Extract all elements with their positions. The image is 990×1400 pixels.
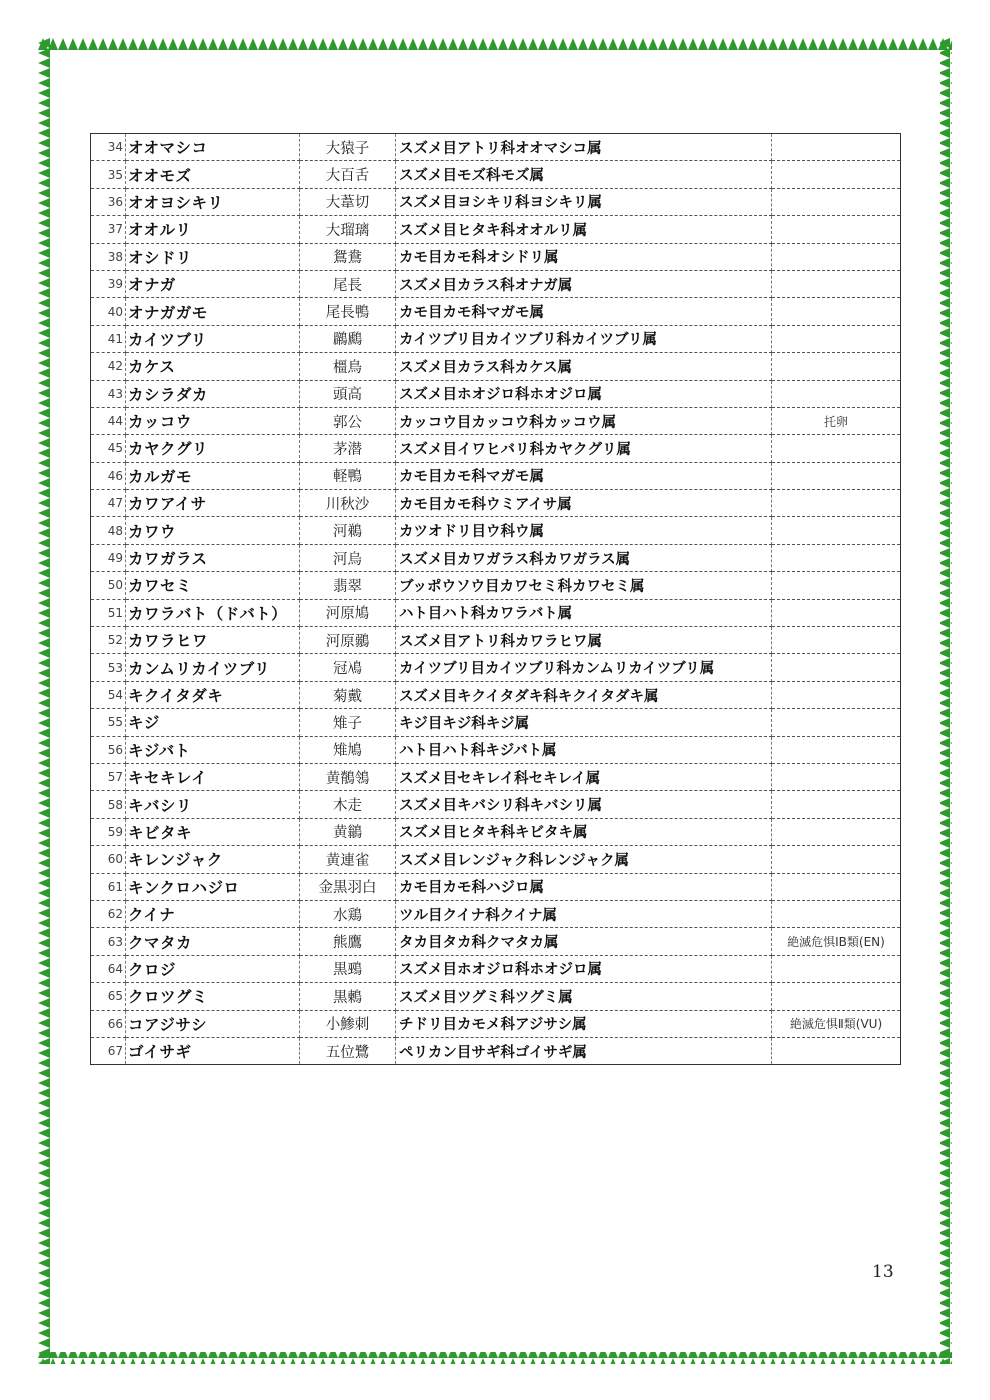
bird-list-table [90,133,901,1065]
bird-name: キジバト [126,736,300,763]
row-number: 40 [91,298,126,325]
table-row [91,763,901,790]
kanji-name: 木走 [300,791,396,818]
classification: スズメ目キクイタダキ科キクイタダキ属 [396,681,772,708]
row-number: 58 [91,791,126,818]
row-number: 34 [91,134,126,161]
table-row [91,572,901,599]
bird-name: オオマシコ [126,134,300,161]
note [772,353,901,380]
bird-name: ゴイサギ [126,1037,300,1064]
row-number: 67 [91,1037,126,1064]
classification: ブッポウソウ目カワセミ科カワセミ属 [396,572,772,599]
bird-name: クイナ [126,900,300,927]
table-row [91,1010,901,1037]
note [772,736,901,763]
classification: カモ目カモ科オシドリ属 [396,243,772,270]
note [772,517,901,544]
classification: スズメ目モズ科モズ属 [396,161,772,188]
bird-name: カワラバト（ドバト） [126,599,300,626]
classification: ハト目ハト科キジバト属 [396,736,772,763]
kanji-name: 川秋沙 [300,490,396,517]
classification: カッコウ目カッコウ科カッコウ属 [396,407,772,434]
row-number: 42 [91,353,126,380]
row-number: 50 [91,572,126,599]
kanji-name: 大百舌 [300,161,396,188]
kanji-name: 黄連雀 [300,846,396,873]
bird-name: カイツブリ [126,325,300,352]
table-row [91,462,901,489]
row-number: 35 [91,161,126,188]
row-number: 36 [91,188,126,215]
kanji-name: 水鶏 [300,900,396,927]
bird-name: クロツグミ [126,983,300,1010]
classification: スズメ目ツグミ科ツグミ属 [396,983,772,1010]
row-number: 56 [91,736,126,763]
row-number: 51 [91,599,126,626]
note [772,681,901,708]
bird-name: カケス [126,353,300,380]
kanji-name: 河烏 [300,544,396,571]
row-number: 41 [91,325,126,352]
classification: カイツブリ目カイツブリ科カイツブリ属 [396,325,772,352]
kanji-name: 軽鴨 [300,462,396,489]
bird-name: キクイタダキ [126,681,300,708]
table-row [91,270,901,297]
kanji-name: 鸊鷉 [300,325,396,352]
kanji-name: 翡翠 [300,572,396,599]
note [772,298,901,325]
row-number: 61 [91,873,126,900]
classification: カモ目カモ科ウミアイサ属 [396,490,772,517]
note [772,134,901,161]
classification: スズメ目カラス科カケス属 [396,353,772,380]
bird-name: カワアイサ [126,490,300,517]
classification: ツル目クイナ科クイナ属 [396,900,772,927]
table-row [91,736,901,763]
note: 絶滅危惧Ⅱ類(VU) [772,1010,901,1037]
bird-name: キバシリ [126,791,300,818]
table-row [91,188,901,215]
note [772,325,901,352]
table-row [91,928,901,955]
bird-name: オナガガモ [126,298,300,325]
bird-name: オオモズ [126,161,300,188]
classification: スズメ目ホオジロ科ホオジロ属 [396,955,772,982]
table-row [91,983,901,1010]
bird-name: キレンジャク [126,846,300,873]
kanji-name: 頭高 [300,380,396,407]
note: 托卵 [772,407,901,434]
row-number: 43 [91,380,126,407]
classification: スズメ目カラス科オナガ属 [396,270,772,297]
table-row [91,161,901,188]
table-row [91,709,901,736]
kanji-name: 金黒羽白 [300,873,396,900]
classification: スズメ目ヒタキ科キビタキ属 [396,818,772,845]
bird-name: オナガ [126,270,300,297]
bird-name: カルガモ [126,462,300,489]
note [772,763,901,790]
row-number: 45 [91,435,126,462]
row-number: 62 [91,900,126,927]
table-row [91,134,901,161]
row-number: 64 [91,955,126,982]
note [772,873,901,900]
classification: カモ目カモ科マガモ属 [396,462,772,489]
table-row [91,846,901,873]
note [772,544,901,571]
kanji-name: 大猿子 [300,134,396,161]
kanji-name: 黒鶫 [300,983,396,1010]
kanji-name: 黄鶲 [300,818,396,845]
row-number: 57 [91,763,126,790]
kanji-name: 橿鳥 [300,353,396,380]
bird-name: カンムリカイツブリ [126,654,300,681]
bird-name: カヤクグリ [126,435,300,462]
row-number: 53 [91,654,126,681]
note [772,627,901,654]
bird-name: コアジサシ [126,1010,300,1037]
table-row [91,900,901,927]
bird-name: オオルリ [126,216,300,243]
table-row [91,873,901,900]
row-number: 39 [91,270,126,297]
bird-name: クロジ [126,955,300,982]
classification: キジ目キジ科キジ属 [396,709,772,736]
classification: スズメ目レンジャク科レンジャク属 [396,846,772,873]
classification: スズメ目アトリ科オオマシコ属 [396,134,772,161]
kanji-name: 河鵜 [300,517,396,544]
classification: スズメ目ホオジロ科ホオジロ属 [396,380,772,407]
kanji-name: 郭公 [300,407,396,434]
table-row [91,380,901,407]
bird-name: クマタカ [126,928,300,955]
note [772,161,901,188]
table-row [91,681,901,708]
kanji-name: 河原鶸 [300,627,396,654]
note [772,188,901,215]
kanji-name: 尾長 [300,270,396,297]
page-number: 13 [872,1262,894,1282]
table-row [91,791,901,818]
row-number: 66 [91,1010,126,1037]
note [772,462,901,489]
table-row [91,1037,901,1064]
kanji-name: 熊鷹 [300,928,396,955]
row-number: 47 [91,490,126,517]
kanji-name: 黒鵐 [300,955,396,982]
note [772,900,901,927]
row-number: 48 [91,517,126,544]
kanji-name: 冠鳰 [300,654,396,681]
note [772,599,901,626]
table-row [91,243,901,270]
note [772,654,901,681]
table-row [91,298,901,325]
note [772,216,901,243]
note [772,955,901,982]
classification: スズメ目ヨシキリ科ヨシキリ属 [396,188,772,215]
kanji-name: 黄鶺鴒 [300,763,396,790]
row-number: 46 [91,462,126,489]
kanji-name: 茅潜 [300,435,396,462]
table-row [91,544,901,571]
classification: カツオドリ目ウ科ウ属 [396,517,772,544]
row-number: 49 [91,544,126,571]
bird-name: カワガラス [126,544,300,571]
table-row [91,490,901,517]
kanji-name: 尾長鴨 [300,298,396,325]
bird-name: カワセミ [126,572,300,599]
classification: スズメ目アトリ科カワラヒワ属 [396,627,772,654]
row-number: 63 [91,928,126,955]
note [772,380,901,407]
classification: カモ目カモ科ハジロ属 [396,873,772,900]
classification: スズメ目セキレイ科セキレイ属 [396,763,772,790]
classification: スズメ目イワヒバリ科カヤクグリ属 [396,435,772,462]
note [772,1037,901,1064]
note [772,435,901,462]
bird-name: オシドリ [126,243,300,270]
table-row [91,407,901,434]
note [772,243,901,270]
row-number: 59 [91,818,126,845]
kanji-name: 五位鷺 [300,1037,396,1064]
note: 絶滅危惧ⅠB類(EN) [772,928,901,955]
classification: チドリ目カモメ科アジサシ属 [396,1010,772,1037]
classification: ペリカン目サギ科ゴイサギ属 [396,1037,772,1064]
note [772,818,901,845]
bird-name: キジ [126,709,300,736]
table-row [91,353,901,380]
row-number: 54 [91,681,126,708]
classification: ハト目ハト科カワラバト属 [396,599,772,626]
kanji-name: 菊戴 [300,681,396,708]
note [772,983,901,1010]
table-row [91,599,901,626]
row-number: 37 [91,216,126,243]
kanji-name: 大瑠璃 [300,216,396,243]
note [772,572,901,599]
classification: カモ目カモ科マガモ属 [396,298,772,325]
table-row [91,325,901,352]
kanji-name: 河原鳩 [300,599,396,626]
classification: スズメ目ヒタキ科オオルリ属 [396,216,772,243]
kanji-name: 小鯵刺 [300,1010,396,1037]
note [772,846,901,873]
row-number: 65 [91,983,126,1010]
note [772,791,901,818]
table-row [91,435,901,462]
table-row [91,627,901,654]
bird-name: カッコウ [126,407,300,434]
kanji-name: 大葦切 [300,188,396,215]
row-number: 52 [91,627,126,654]
row-number: 38 [91,243,126,270]
bird-name: キセキレイ [126,763,300,790]
bird-name: キンクロハジロ [126,873,300,900]
bird-name: オオヨシキリ [126,188,300,215]
note [772,490,901,517]
table-row [91,818,901,845]
bird-name: カワラヒワ [126,627,300,654]
note [772,270,901,297]
kanji-name: 雉鳩 [300,736,396,763]
kanji-name: 鴛鴦 [300,243,396,270]
classification: スズメ目キバシリ科キバシリ属 [396,791,772,818]
table-row [91,517,901,544]
table-row [91,654,901,681]
bird-name: カワウ [126,517,300,544]
table-row [91,955,901,982]
table-row [91,216,901,243]
classification: スズメ目カワガラス科カワガラス属 [396,544,772,571]
classification: タカ目タカ科クマタカ属 [396,928,772,955]
classification: カイツブリ目カイツブリ科カンムリカイツブリ属 [396,654,772,681]
row-number: 55 [91,709,126,736]
note [772,709,901,736]
bird-name: カシラダカ [126,380,300,407]
row-number: 60 [91,846,126,873]
row-number: 44 [91,407,126,434]
kanji-name: 雉子 [300,709,396,736]
bird-name: キビタキ [126,818,300,845]
